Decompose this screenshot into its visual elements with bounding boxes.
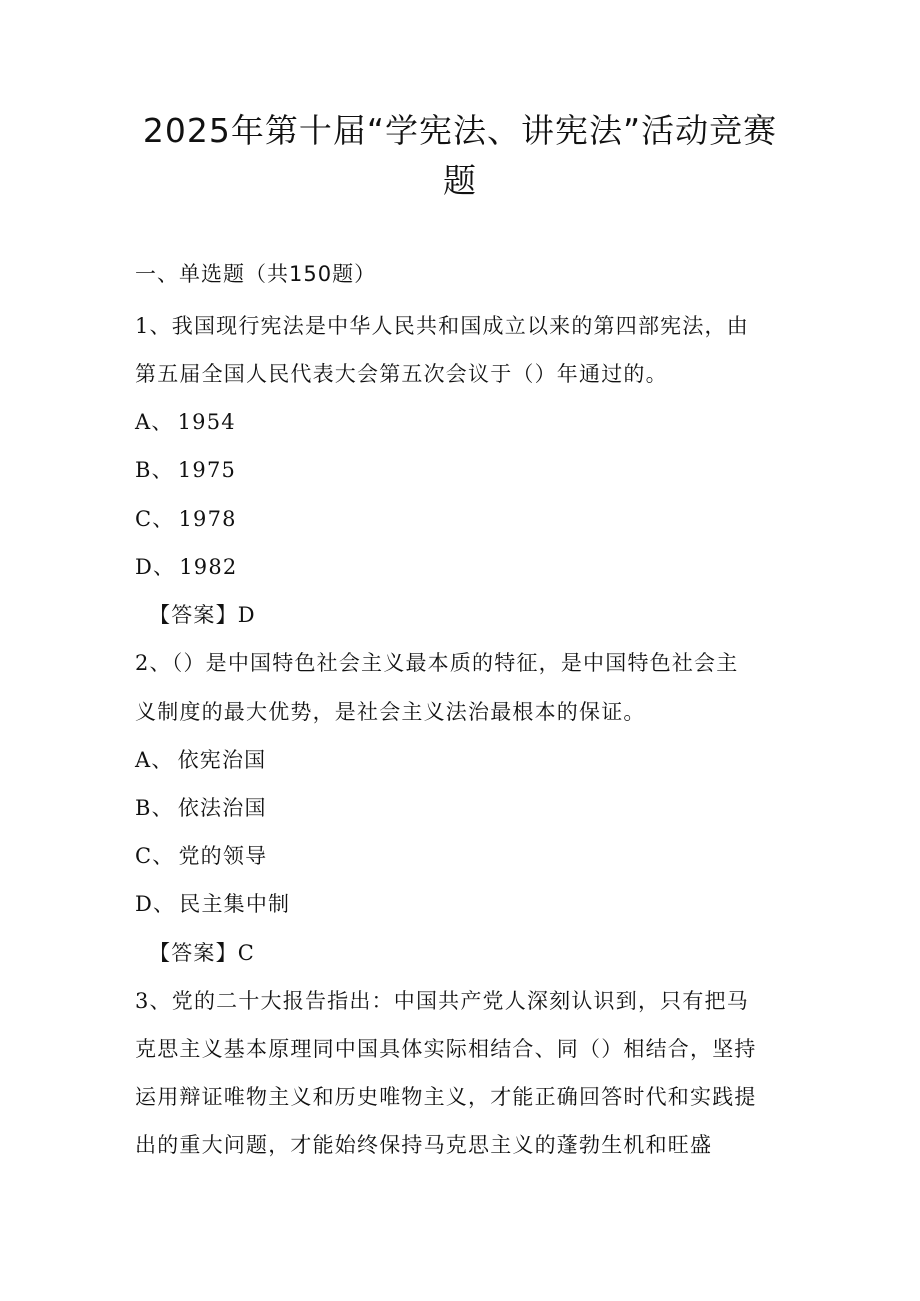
option-text: 1978 (178, 507, 237, 531)
question-1-stem-line-2: 第五届全国人民代表大会第五次会议于（）年通过的。 (135, 362, 668, 386)
question-1-answer: 【答案】D (149, 603, 256, 627)
question-2-option-d (135, 889, 290, 919)
option-label: D、 (135, 555, 176, 579)
option-label: C、 (135, 507, 175, 531)
option-text: 依法治国 (177, 796, 267, 820)
question-2-option-a (135, 745, 266, 775)
question-2-stem-line-1: 2、（）是中国特色社会主义最本质的特征，是中国特色社会主 (135, 651, 739, 675)
option-label: D、 (135, 892, 176, 916)
title-line-2: 题 (443, 161, 477, 200)
question-3-stem-line-3: 运用辩证唯物主义和历史唯物主义，才能正确回答时代和实践提 (135, 1085, 757, 1109)
section-heading: 一、单选题（共150题） (135, 262, 377, 286)
question-2-answer: 【答案】C (149, 941, 256, 965)
question-1-stem-line-1: 1、我国现行宪法是中华人民共和国成立以来的第四部宪法，由 (135, 314, 749, 338)
option-text: 民主集中制 (179, 892, 291, 916)
option-text: 1975 (177, 458, 237, 482)
question-3-stem-line-1: 3、党的二十大报告指出：中国共产党人深刻认识到，只有把马 (135, 989, 749, 1013)
option-label: C、 (135, 844, 175, 868)
question-1-option-b (135, 455, 236, 485)
option-text: 1982 (179, 555, 238, 579)
question-2-stem-line-2: 义制度的最大优势，是社会主义法治最根本的保证。 (135, 700, 646, 724)
option-text: 1954 (177, 410, 236, 434)
question-2-option-b (135, 793, 267, 823)
question-3-stem-line-2: 克思主义基本原理同中国具体实际相结合、同（）相结合，坚持 (135, 1037, 757, 1061)
question-2-option-c (135, 841, 267, 871)
title-line-1: 2025年第十届“学宪法、讲宪法”活动竞赛 (142, 111, 778, 150)
option-label: A、 (135, 410, 174, 434)
option-label: B、 (135, 796, 174, 820)
question-3-stem-line-4: 出的重大问题，才能始终保持马克思主义的蓬勃生机和旺盛 (135, 1133, 713, 1157)
question-1-option-c (135, 504, 237, 534)
option-label: A、 (135, 748, 174, 772)
option-text: 党的领导 (178, 844, 268, 868)
document-title (120, 106, 800, 206)
question-1-option-a (135, 407, 236, 437)
question-1-option-d (135, 552, 238, 582)
option-text: 依宪治国 (177, 748, 267, 772)
option-label: B、 (135, 458, 174, 482)
